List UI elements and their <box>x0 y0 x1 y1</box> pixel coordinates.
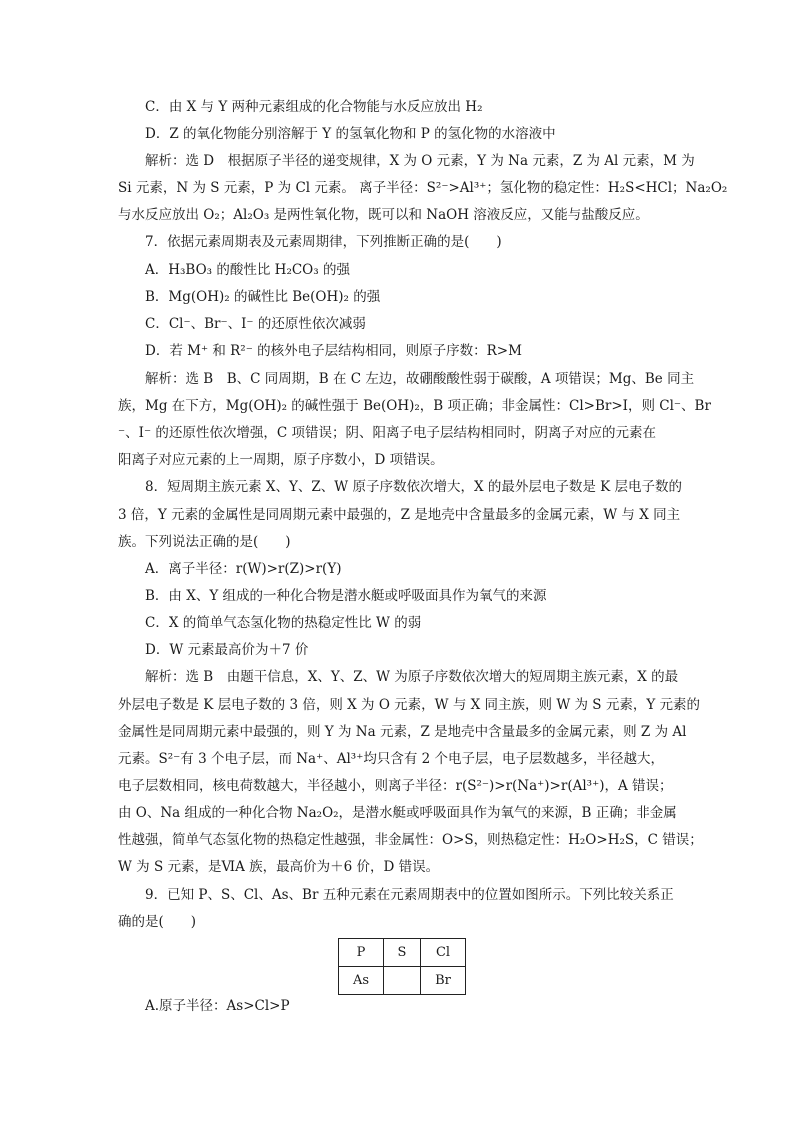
question-8-line: 3 倍，Y 元素的金属性是同周期元素中最强的，Z 是地壳中含量最多的金属元素，W 与 X 同主 <box>118 507 681 523</box>
analysis-line: ⁻、I⁻ 的还原性依次增强，C 项错误；阴、阳离子电子层结构相同时，阴离子对应的元素在 <box>118 425 656 441</box>
question-8-line: 族。下列说法正确的是( ) <box>118 534 291 550</box>
table-cell: Br <box>421 967 466 995</box>
analysis-line: W 为 S 元素，是ⅥA 族，最高价为＋6 价，D 错误。 <box>118 859 440 875</box>
analysis-line: 金属性是同周期元素中最强的，则 Y 为 Na 元素，Z 是地壳中含量最多的金属元素，则 Z 为 Al <box>118 724 687 740</box>
option-b: B．Mg(OH)₂ 的碱性比 Be(OH)₂ 的强 <box>145 289 381 305</box>
option-c: C．X 的简单气态氢化物的热稳定性比 W 的弱 <box>145 615 422 631</box>
table-row <box>339 967 466 995</box>
analysis-line: 解析：选 D 根据原子半径的递变规律，X 为 O 元素，Y 为 Na 元素，Z 为 Al 元素，M 为 <box>145 153 695 169</box>
table-row <box>339 939 466 967</box>
table-cell: Cl <box>421 939 466 967</box>
option-d: D．W 元素最高价为＋7 价 <box>145 642 309 658</box>
table-cell: S <box>384 939 421 967</box>
analysis-line: 与水反应放出 O₂；Al₂O₃ 是两性氧化物，既可以和 NaOH 溶液反应，又能与盐酸反应。 <box>118 207 649 223</box>
question-9-line: 确的是( ) <box>118 914 197 930</box>
option-a: A.原子半径：As>Cl>P <box>145 998 290 1014</box>
analysis-line: 解析：选 B B、C 同周期，B 在 C 左边，故硼酸酸性弱于碳酸，A 项错误；Mg、Be 同主 <box>145 371 695 387</box>
question-8: 8．短周期主族元素 X、Y、Z、W 原子序数依次增大，X 的最外层电子数是 K 层电子数的 <box>145 479 683 495</box>
question-7: 7．依据元素周期表及元素周期律，下列推断正确的是( ) <box>145 234 502 250</box>
analysis-line: 解析：选 B 由题干信息，X、Y、Z、W 为原子序数依次增大的短周期主族元素，X 的最 <box>145 669 679 685</box>
analysis-line: 外层电子数是 K 层电子数的 3 倍，则 X 为 O 元素，W 与 X 同主族，则 W 为 S 元素，Y 元素的 <box>118 697 701 713</box>
analysis-line: 性越强，简单气态氢化物的热稳定性越强，非金属性：O>S，则热稳定性：H₂O>H₂S，C 错误； <box>118 832 703 848</box>
analysis-line: 阳离子对应元素的上一周期，原子序数小，D 项错误。 <box>118 452 444 468</box>
option-d: D．Z 的氧化物能分别溶解于 Y 的氢氧化物和 P 的氢化物的水溶液中 <box>145 126 556 142</box>
analysis-line: 元素。S²⁻有 3 个电子层，而 Na⁺、Al³⁺均只含有 2 个电子层，电子层数越多，半径越大， <box>118 751 665 767</box>
table-cell <box>384 967 421 995</box>
option-c: C．由 X 与 Y 两种元素组成的化合物能与水反应放出 H₂ <box>145 99 483 115</box>
analysis-line: 族，Mg 在下方，Mg(OH)₂ 的碱性强于 Be(OH)₂，B 项正确；非金属性：Cl>Br>I，则 Cl⁻、Br <box>118 398 711 414</box>
option-a: A．H₃BO₃ 的酸性比 H₂CO₃ 的强 <box>145 262 350 278</box>
option-c: C．Cl⁻、Br⁻、I⁻ 的还原性依次减弱 <box>145 316 366 332</box>
option-a: A．离子半径：r(W)>r(Z)>r(Y) <box>145 561 342 577</box>
option-d: D．若 M⁺ 和 R²⁻ 的核外电子层结构相同，则原子序数：R>M <box>145 343 522 359</box>
table-cell: P <box>339 939 384 967</box>
analysis-line: Si 元素，N 为 S 元素，P 为 Cl 元素。 离子半径：S²⁻>Al³⁺；氢化物的稳定性：H₂S<HCl；Na₂O₂ <box>118 180 728 196</box>
analysis-line: 由 O、Na 组成的一种化合物 Na₂O₂，是潜水艇或呼吸面具作为氧气的来源，B 正确；非金属 <box>118 805 677 821</box>
periodic-table-excerpt <box>338 938 466 995</box>
option-b: B．由 X、Y 组成的一种化合物是潜水艇或呼吸面具作为氧气的来源 <box>145 588 547 604</box>
question-9: 9．已知 P、S、Cl、As、Br 五种元素在元素周期表中的位置如图所示。下列比较关系正 <box>145 887 674 903</box>
analysis-line: 电子层数相同，核电荷数越大，半径越小，则离子半径：r(S²⁻)>r(Na⁺)>r(Al³⁺)，A 错误； <box>118 778 673 794</box>
table-cell: As <box>339 967 384 995</box>
